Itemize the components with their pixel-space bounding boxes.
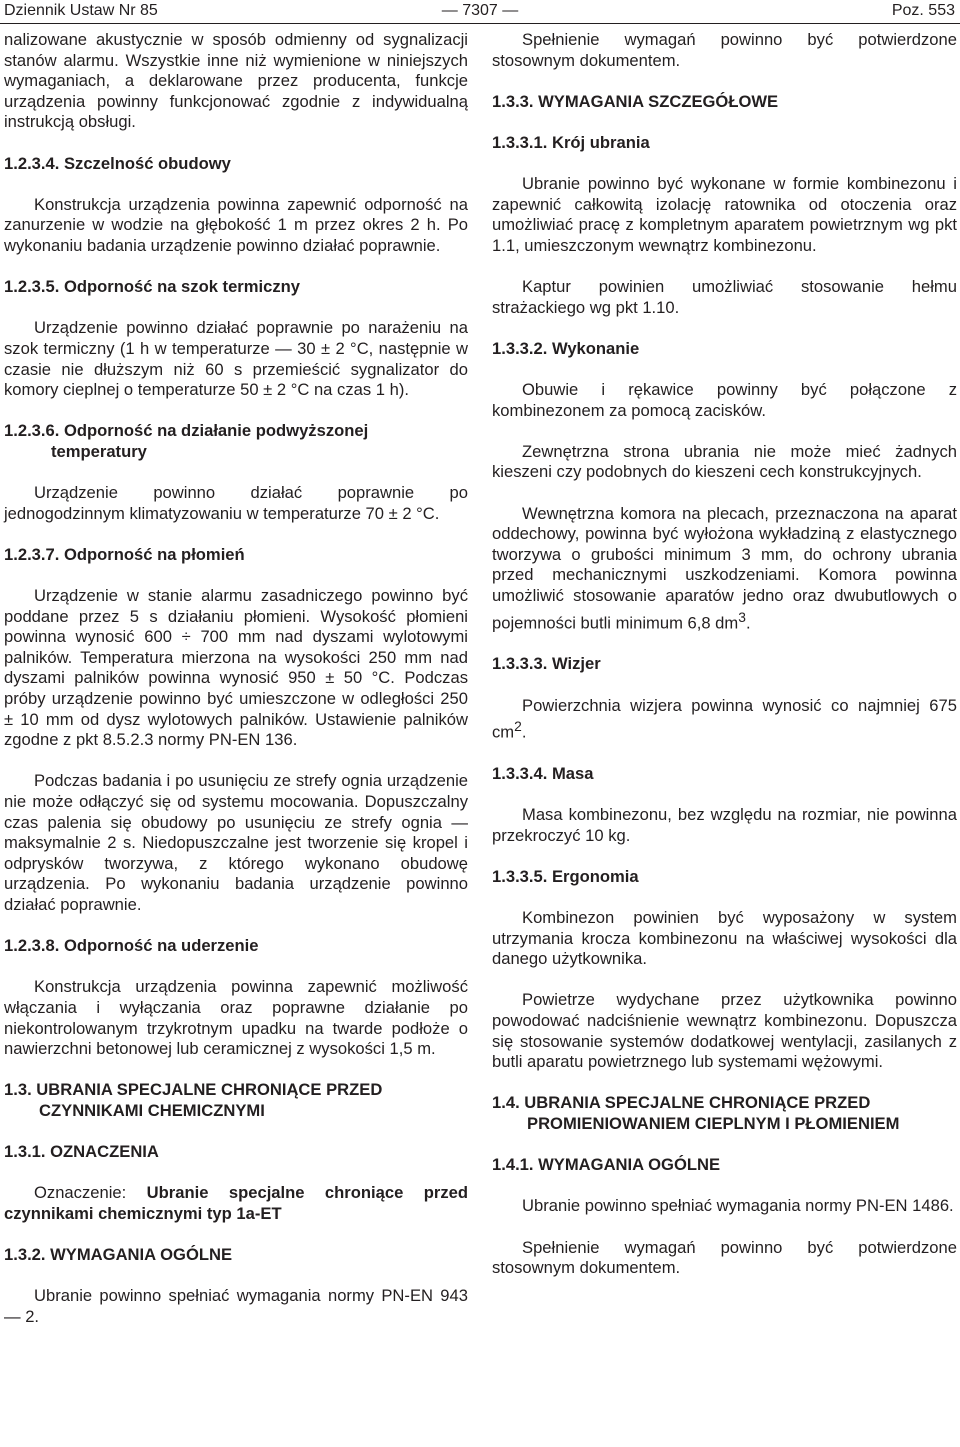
- section-heading: 1.3.3.4. Masa: [492, 763, 594, 783]
- header-rule: [0, 23, 960, 24]
- paragraph: nalizowane akustycznie w sposób odmienny od sygnalizacji stanów alarmu. Wszystkie inne niż wymienione w niniejszych wymaganiach, a deklarowane przez producenta, funkcje urządzenia powinny funkcjonować zgodnie z indywidualną instrukcją obsługi.: [4, 30, 468, 132]
- paragraph: Zewnętrzna strona ubrania nie może mieć żadnych kieszeni czy podobnych do kieszeni cech konstrukcyjnych.: [492, 441, 957, 482]
- paragraph: Kombinezon powinien być wyposażony w system utrzymania krocza kombinezonu na właściwej wysokości dla danego użytkownika.: [492, 908, 957, 969]
- paragraph: Urządzenie powinno działać poprawnie po narażeniu na szok termiczny (1 h w temperaturze — 30 ± 2 °C, następnie w czasie nie dłuższym niż 60 s przemieścić sygnalizator do komory cieplnej o temperaturze 50 ± 2 °C na czas 1 h).: [4, 318, 468, 400]
- section-heading: 1.3.3.3. Wizjer: [492, 654, 601, 674]
- paragraph: Urządzenie w stanie alarmu zasadniczego powinno być poddane przez 5 s działaniu płomieni. Wysokość płomieni powinna wynosić 600 ÷ 700 mm nad dyszami wylotowymi palników. Temperatura mierzona na wysokości 250 mm nad dyszami palników powinna wynosić 950 ± 50 °C. Podczas próby urządzenie powinno być umieszczone w odległości 250 ± 10 mm od dysz wylotowych palników. Ustawienie palników zgodne z pkt 8.5.2.3 normy PN-EN 136.: [4, 586, 468, 750]
- paragraph: Konstrukcja urządzenia powinna zapewnić odporność na zanurzenie w wodzie na głębokość 1 m przez okres 2 h. Po wykonaniu badania urządzenie powinno działać poprawnie.: [4, 194, 468, 255]
- designation-paragraph: [4, 1183, 468, 1224]
- paragraph: Powietrze wydychane przez użytkownika powinno powodować nadciśnienie wewnątrz kombinezonu. Dopuszcza się stosowanie systemów dodatkowej wentylacji, zasilanych z butli aparatu powietrznego lub systemami wężowymi.: [492, 990, 957, 1072]
- section-heading: 1.2.3.5. Odporność na szok termiczny: [4, 277, 301, 297]
- designation-value: Ubranie specjalne chroniące przed czynnikami chemicznymi typ 1a-ET: [4, 1183, 468, 1223]
- section-heading: 1.3.3.5. Ergonomia: [492, 866, 639, 886]
- section-heading: 1.2.3.4. Szczelność obudowy: [4, 153, 231, 173]
- paragraph-text: Powierzchnia wizjera powinna wynosić co najmniej 675 cm: [492, 695, 957, 742]
- paragraph-text: Wewnętrzna komora na plecach, przeznaczona na aparat oddechowy, powinna być wyłożona wykładziną z elastycznego tworzywa o grubości minimum 3 mm, do ochrony ubrania przed mechanicznymi uszkodzeniami. Komora powinna umożliwić stosowanie aparatów jedno oraz dwubutlowych o pojemności butli minimum 6,8 dm: [492, 503, 957, 633]
- paragraph-end: .: [745, 613, 751, 633]
- section-heading: 1.3.3.1. Krój ubrania: [492, 132, 650, 152]
- position-number: Poz. 553: [891, 2, 955, 19]
- paragraph: [492, 696, 957, 744]
- section-heading: 1.2.3.7. Odporność na płomień: [4, 544, 245, 564]
- designation-label: Oznaczenie:: [34, 1183, 147, 1203]
- paragraph: Urządzenie powinno działać poprawnie po jednogodzinnym klimatyzowaniu w temperaturze 70 ± 2 °C.: [4, 483, 468, 523]
- section-heading: 1.3.2. WYMAGANIA OGÓLNE: [4, 1245, 233, 1265]
- paragraph: Spełnienie wymagań powinno być potwierdzone stosownym dokumentem.: [492, 1237, 957, 1278]
- paragraph-end: .: [521, 722, 527, 742]
- superscript: 2: [514, 718, 522, 735]
- journal-title: Dziennik Ustaw Nr 85: [4, 2, 158, 19]
- paragraph: Spełnienie wymagań powinno być potwierdzone stosownym dokumentem.: [492, 30, 957, 70]
- paragraph: Konstrukcja urządzenia powinna zapewnić możliwość włączania i wyłączania oraz poprawne działanie po niekontrolowanym trzykrotnym upadku na twarde podłoże o nawierzchni betonowej lub ceramicznej z wysokości 1,5 m.: [4, 977, 468, 1059]
- paragraph: Obuwie i rękawice powinny być połączone z kombinezonem za pomocą zacisków.: [492, 380, 957, 420]
- section-heading: 1.3.3.2. Wykonanie: [492, 338, 640, 358]
- chapter-heading: 1.3. UBRANIA SPECJALNE CHRONIĄCE PRZED CZYNNIKAMI CHEMICZNYMI: [4, 1080, 383, 1120]
- paragraph: Kaptur powinien umożliwiać stosowanie hełmu strażackiego wg pkt 1.10.: [492, 277, 957, 317]
- superscript: 3: [738, 608, 746, 625]
- section-heading: 1.2.3.8. Odporność na uderzenie: [4, 936, 259, 956]
- chapter-heading: 1.4. UBRANIA SPECJALNE CHRONIĄCE PRZED PROMIENIOWANIEM CIEPLNYM I PŁOMIENIEM: [492, 1093, 900, 1133]
- paragraph: Ubranie powinno spełniać wymagania normy PN-EN 943 — 2.: [4, 1286, 468, 1326]
- section-heading: 1.3.1. OZNACZENIA: [4, 1142, 159, 1162]
- paragraph: Masa kombinezonu, bez względu na rozmiar, nie powinna przekroczyć 10 kg.: [492, 805, 957, 845]
- left-column: [4, 30, 468, 1327]
- section-heading: 1.3.3. WYMAGANIA SZCZEGÓŁOWE: [492, 91, 779, 111]
- right-column: [492, 30, 957, 1279]
- section-heading: 1.4.1. WYMAGANIA OGÓLNE: [492, 1155, 721, 1175]
- paragraph: Podczas badania i po usunięciu ze strefy ognia urządzenie nie może odłączyć się od systemu mocowania. Dopuszczalny czas palenia się obudowy po usunięciu ze strefy ognia — maksymalnie 2 s. Niedopuszczalne jest tworzenie się kropel i odprysków tworzywa, z którego wykonano obudowę urządzenia. Po wykonaniu badania urządzenie powinno działać poprawnie.: [4, 771, 468, 914]
- paragraph: Ubranie powinno być wykonane w formie kombinezonu i zapewnić całkowitą izolację ratownika od otoczenia oraz umożliwiać pracę z kompletnym aparatem powietrznym wg pkt 1.1, umieszczonym wewnątrz kombinezonu.: [492, 174, 957, 255]
- section-heading: 1.2.3.6. Odporność na działanie podwyższonej temperatury: [4, 421, 369, 461]
- page-number: — 7307 —: [441, 2, 519, 19]
- paragraph: Ubranie powinno spełniać wymagania normy PN-EN 1486.: [522, 1196, 954, 1216]
- paragraph: [492, 504, 957, 634]
